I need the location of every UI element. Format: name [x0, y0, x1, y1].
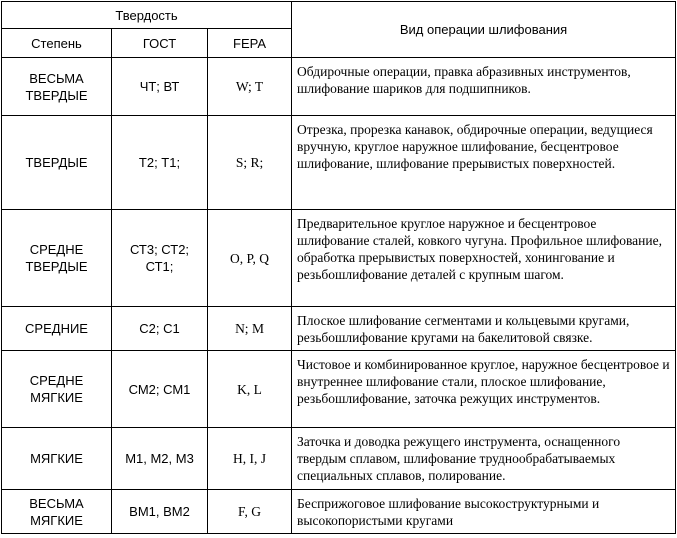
degree-cell — [2, 307, 112, 351]
table-row — [2, 428, 676, 490]
degree-cell — [2, 210, 112, 307]
degree-cell — [2, 428, 112, 490]
degree-cell — [2, 58, 112, 116]
degree-line-1: ВЕСЬМА — [29, 70, 84, 86]
gost-cell: С2; С1 — [112, 307, 208, 351]
degree-line-1: СРЕДНИЕ — [25, 321, 88, 336]
degree-cell — [2, 490, 112, 534]
degree-line-2: ТВЕРДЫЕ — [25, 87, 88, 103]
operation-cell: Чистовое и комбинированное круглое, наружное бесцентровое и внутреннее шлифование стали, плоское шлифование, резьбошлифование, заточка режущих инструментов. — [292, 351, 676, 428]
fepa-cell: F, G — [208, 490, 292, 534]
gost-cell: СТ3; СТ2; СТ1; — [112, 210, 208, 307]
fepa-cell: W; T — [208, 58, 292, 116]
fepa-cell: H, I, J — [208, 428, 292, 490]
degree-cell — [2, 116, 112, 210]
degree-line-1: СРЕДНЕ — [29, 373, 84, 388]
header-fepa: FEPA — [208, 29, 292, 58]
degree-line-1: СРЕДНЕ — [29, 242, 84, 257]
table-row — [2, 351, 676, 428]
degree-line-1: ВЕСЬМА — [29, 495, 84, 511]
gost-cell: Т2; Т1; — [112, 116, 208, 210]
degree-line-2: МЯГКИЕ — [30, 390, 83, 405]
degree-cell — [2, 351, 112, 428]
fepa-cell: O, P, Q — [208, 210, 292, 307]
table-row — [2, 58, 676, 116]
gost-cell: ЧТ; ВТ — [112, 58, 208, 116]
degree-line-2: ТВЕРДЫЕ — [25, 259, 88, 274]
degree-line-1: ТВЕРДЫЕ — [25, 155, 88, 170]
header-hardness: Твердость — [2, 2, 292, 29]
fepa-cell: N; M — [208, 307, 292, 351]
degree-line-1: МЯГКИЕ — [30, 451, 83, 466]
operation-cell: Заточка и доводка режущего инструмента, оснащенного твердым сплавом, шлифование труднообрабатываемых специальных сплавов, полирование. — [292, 428, 676, 490]
operation-cell: Предварительное круглое наружное и бесцентровое шлифование сталей, ковкого чугуна. Профильное шлифование, обработка прерывистых поверхностей, хонингование и резьбошлифование деталей с крупным шагом. — [292, 210, 676, 307]
fepa-cell: S; R; — [208, 116, 292, 210]
operation-cell: Плоское шлифование сегментами и кольцевыми кругами, резьбошлифование кругами на бакелитовой связке. — [292, 307, 676, 351]
table-row — [2, 210, 676, 307]
degree-line-2: МЯГКИЕ — [30, 512, 83, 528]
header-degree: Степень — [2, 29, 112, 58]
gost-cell: М1, М2, М3 — [112, 428, 208, 490]
header-row-1 — [2, 2, 676, 29]
header-operation-type: Вид операции шлифования — [292, 2, 676, 58]
operation-cell: Бесприжоговое шлифование высокоструктурными и высокопористыми кругами — [292, 490, 676, 534]
table-row — [2, 490, 676, 534]
fepa-cell: K, L — [208, 351, 292, 428]
header-gost: ГОСТ — [112, 29, 208, 58]
operation-cell: Отрезка, прорезка канавок, обдирочные операции, ведущиеся вручную, круглое наружное шлифование, бесцентровое шлифование, шлифование прерывистых поверхностей. — [292, 116, 676, 210]
operation-cell: Обдирочные операции, правка абразивных инструментов, шлифование шариков для подшипников. — [292, 58, 676, 116]
table-row — [2, 307, 676, 351]
gost-cell: СМ2; СМ1 — [112, 351, 208, 428]
hardness-table — [1, 1, 676, 534]
gost-cell: ВМ1, ВМ2 — [112, 490, 208, 534]
table-row — [2, 116, 676, 210]
